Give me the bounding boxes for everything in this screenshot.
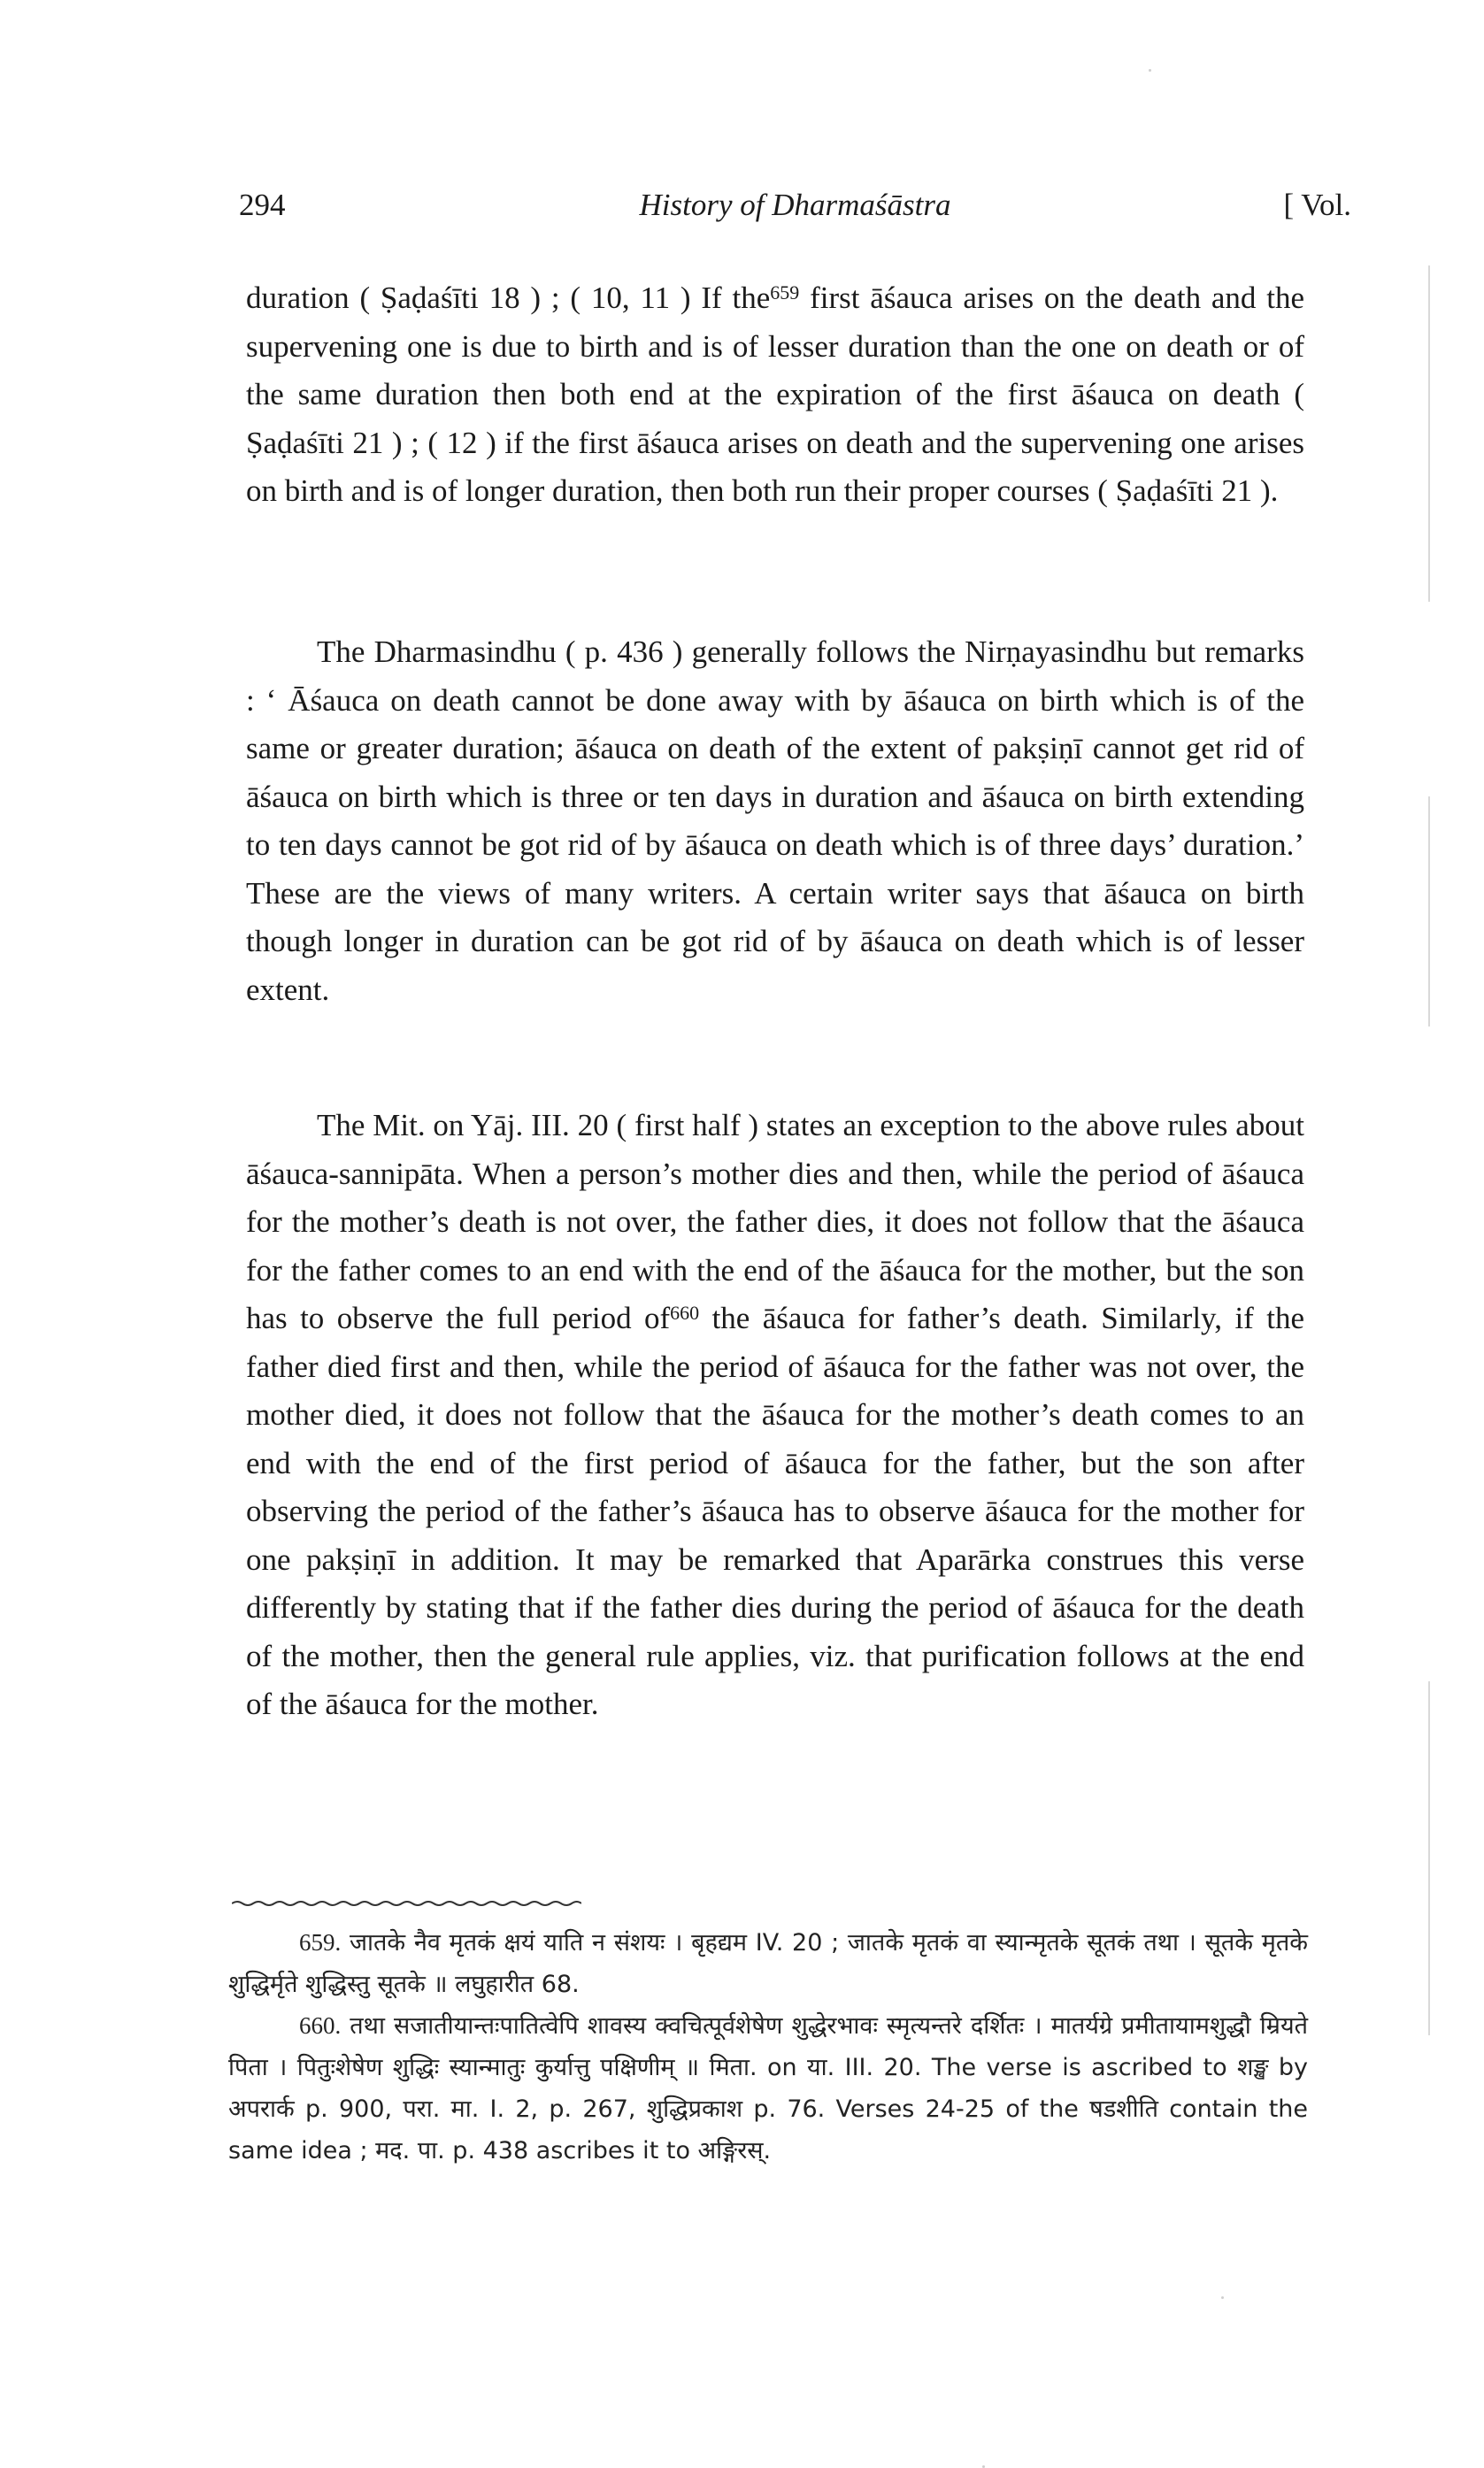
scan-margin-line	[1428, 265, 1430, 602]
paragraph-1-text-a: duration ( Ṣaḍaśīti 18 ) ; ( 10, 11 ) If the	[246, 281, 771, 315]
paragraph-1	[246, 274, 1304, 516]
footnote-separator-rule	[232, 1899, 581, 1908]
footnote-660	[228, 2005, 1308, 2172]
scan-margin-line	[1428, 796, 1430, 1026]
page-header	[239, 188, 1351, 241]
scan-speck	[1221, 2296, 1224, 2299]
scan-margin-line	[1428, 1681, 1430, 2035]
footnote-659-text: जातके नैव मृतकं क्षयं याति न संशयः । बृहद्यम IV. 20 ; जातके मृतकं वा स्यान्मृतके सूतकं तथा । सूतके मृतके शुद्धिर्मृते शुद्धिस्तु सूतके ॥ लघुहारीत 68.	[228, 1929, 1308, 1998]
footnotes	[228, 1922, 1308, 2172]
footnote-ref-659: 659	[770, 281, 800, 304]
footnote-660-text: तथा सजातीयान्तःपातित्वेपि शावस्य क्वचित्पूर्वशेषेण शुद्धेरभावः स्मृत्यन्तरे दर्शितः । मातर्यग्रे प्रमीतायामशुद्धौ म्रियते पिता । पितुःशेषेण शुद्धिः स्यान्मातुः कुर्यात्तु पक्षिणीम् ॥ मिता. on या. III. 20. The verse is ascribed to शङ्ख by अपरार्क p. 900, परा. मा. I. 2, p. 267, शुद्धिप्रकाश p. 76. Verses 24-25 of the षडशीति contain the same idea ; मद. पा. p. 438 ascribes it to अङ्गिरस्.	[228, 2012, 1309, 2164]
paragraph-1-text-b: first āśauca arises on the death and the supervening one is due to birth and is of lesser duration than the one on death or of the same duration then both end at the expiration of the first āśauca on death ( Ṣaḍaśīti 21 ) ; ( 12 ) if the first āśauca arises on death and the supervening one arises on birth and is of longer duration, then both run their proper courses ( Ṣaḍaśīti 21 ).	[246, 281, 1304, 508]
scan-speck	[1149, 69, 1151, 72]
volume-label: [ Vol.	[1283, 188, 1351, 222]
page-number: 294	[239, 188, 286, 222]
paragraph-2	[246, 628, 1304, 1014]
paragraph-2-text: The Dharmasindhu ( p. 436 ) generally follows the Nirṇayasindhu but remarks : ‘ Āśauca on death cannot be done away with by āśauca on birth which is of the same or greater duration; āśauca on death of the extent of pakṣiṇī cannot get rid of āśauca on birth which is three or ten days in duration and āśauca on birth extending to ten days cannot be got rid of by āśauca on death which is of three days’ duration.’ These are the views of many writers. A certain writer says that āśauca on birth though longer in duration can be got rid of by āśauca on death which is of lesser extent.	[246, 634, 1304, 1007]
running-title: History of Dharmaśāstra	[639, 188, 951, 222]
footnote-659	[228, 1922, 1308, 2005]
paragraph-3-text-a: The Mit. on Yāj. III. 20 ( first half ) states an exception to the above rules about āśauca-sannipāta. When a person’s mother dies and then, while the period of āśauca for the mother’s death is not over, the father dies, it does not follow that the āśauca for the father comes to an end with the end of the āśauca for the mother, but the son has to observe the full period of	[246, 1108, 1304, 1335]
footnote-ref-660: 660	[670, 1302, 700, 1324]
paragraph-3	[246, 1102, 1304, 1729]
footnote-659-number: 659.	[299, 1929, 342, 1956]
footnote-660-number: 660.	[299, 2012, 342, 2039]
paragraph-3-text-b: the āśauca for father’s death. Similarly, if the father died first and then, while the period of āśauca for the father was not over, the mother died, it does not follow that the āśauca for the mother’s death comes to an end with the end of the first period of āśauca for the father, but the son after observing the period of the father’s āśauca has to observe āśauca for the mother for one pakṣiṇī in addition. It may be remarked that Aparārka construes this verse differently by stating that if the father dies during the period of āśauca for the death of the mother, then the general rule applies, viz. that purification follows at the end of the āśauca for the mother.	[246, 1301, 1304, 1721]
